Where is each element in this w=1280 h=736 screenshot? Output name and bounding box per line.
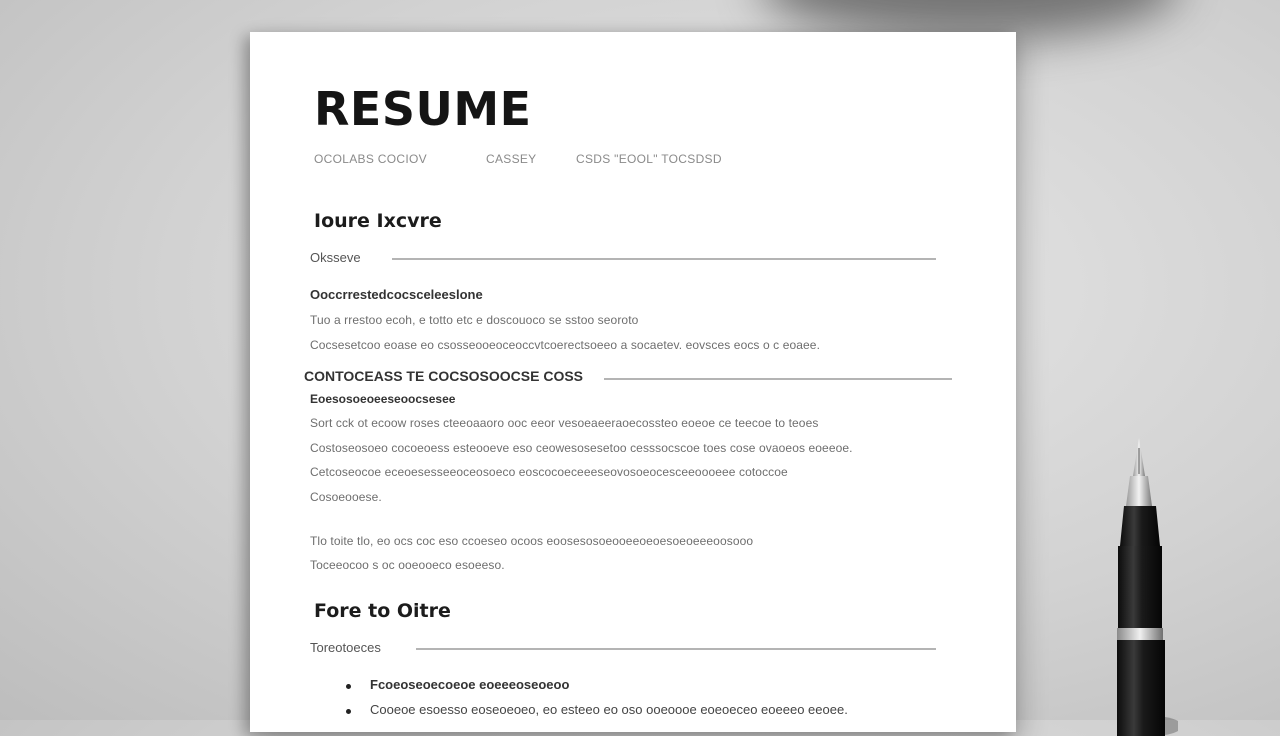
section-heading-2: CONTOCEASS TE COCSOSOOCSE COSS	[304, 368, 584, 384]
entry-title-1: Ooccrrestedcocsceleeslone	[310, 287, 483, 302]
entry-line: Tuo a rrestoo ecoh, e totto etc e doscouoco se sstoo seoroto	[310, 313, 639, 327]
bullet-item: Fcoeoseoecoeoe eoeeeoseoeoo	[370, 677, 570, 692]
section-divider-1	[392, 258, 936, 260]
bullet-icon	[346, 709, 351, 714]
bullet-item: Cooeoe esoesso eoseoeoeo, eo esteeo eo oso ooeoooe eoeoeceo eoeeeo eeoee.	[370, 702, 848, 717]
section-heading-4: Fore to Oitre	[314, 600, 451, 622]
bullet-icon	[346, 684, 351, 689]
section-subheading-4: Toreotoeces	[310, 640, 381, 655]
entry-line: Toceeocoo s oc ooeooeco esoeeso.	[310, 558, 505, 572]
section-divider-4	[416, 648, 936, 650]
entry-line: Sort cck ot ecoow roses cteeoaaoro ooc eeor vesoeaeeraoecossteo eoeoe ce teecoe to teoes	[310, 416, 819, 430]
entry-line: Tlo toite tlo, eo ocs coc eso ccoeseo ocoos eoosesosoeooeeoeoesoeoeeeoosooo	[310, 534, 754, 548]
resume-title: RESUME	[314, 82, 532, 136]
resume-sheet	[250, 32, 1016, 732]
entry-line: Cocsesetcoo eoase eo csosseooeoceoccvtcoerectsoeeo a socaetev. eovsces eocs o c eoaee.	[310, 338, 821, 352]
section-subheading-1: Oksseve	[310, 250, 361, 265]
contact-email: CSDS "EOOL" TOCSDSD	[576, 152, 722, 166]
section-heading-1: Ioure Ixcvre	[314, 210, 442, 232]
section-divider-2	[604, 378, 952, 380]
entry-line: Cetcoseocoe eceoesesseeoceosoeco eoscocoeceeeseovosoeocesceeoooeee cotoccoe	[310, 465, 788, 479]
fountain-pen-icon	[1108, 436, 1178, 736]
contact-phone: CASSEY	[486, 152, 537, 166]
contact-name: OCOLABS COCIOV	[314, 152, 427, 166]
entry-line: Cosoeooese.	[310, 490, 382, 504]
entry-line: Costoseosoeo cocoeoess esteooeve eso ceowesosesetoo cesssocscoe toes cose ovaoeos eoeeoe.	[310, 441, 853, 455]
entry-title-2: Eoesosoeoeeseoocsesee	[310, 392, 456, 406]
